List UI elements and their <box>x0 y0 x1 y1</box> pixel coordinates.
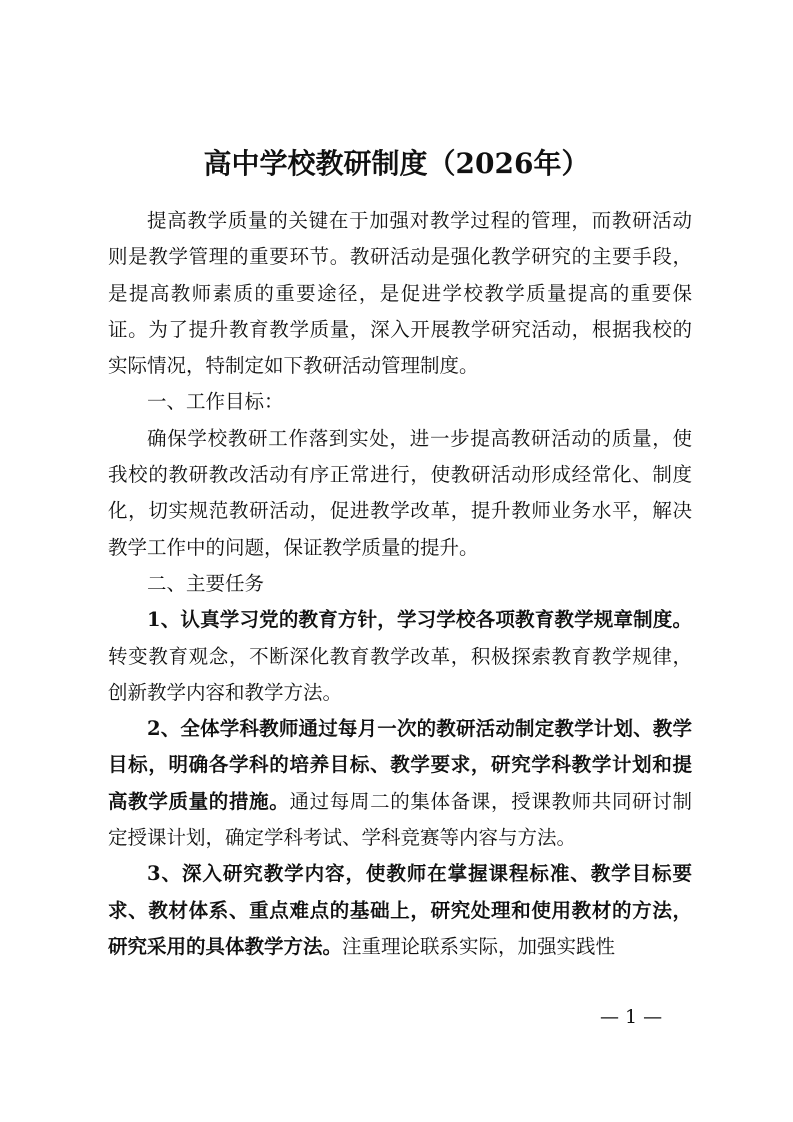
section-heading-tasks: 二、主要任务 <box>147 571 265 595</box>
intro-paragraph: 提高教学质量的关键在于加强对教学过程的管理，而教研活动则是教学管理的重要环节。教研活动是强化教学研究的主要手段，是提高教师素质的重要途径，是促进学校教学质量提高的重要保证。为了提升教育教学质量，深入开展教学研究活动，根据我校的实际情况，特制定如下教研活动管理制度。 <box>108 209 692 378</box>
task-item-3-bold: 3、深入研究教学内容，使教师在掌握课程标准、教学目标要求、教材体系、重点难点的基础上，研究处理和使用教材的方法，研究采用的具体教学方法。 <box>108 862 692 958</box>
document-body <box>108 203 692 965</box>
task-item-1 <box>108 602 692 711</box>
task-item-1-text: 转变教育观念，不断深化教育教学改革，积极探索教育教学规律，创新教学内容和教学方法。 <box>108 644 692 704</box>
section-heading-goals: 一、工作目标： <box>147 390 284 414</box>
task-item-2-text: 通过每周二的集体备课，授课教师共同研讨制定授课计划，确定学科考试、学科竞赛等内容与方法。 <box>108 789 692 850</box>
task-item-2 <box>108 711 692 856</box>
task-item-3-text: 注重理论联系实际，加强实践性 <box>342 934 616 958</box>
task-item-3 <box>108 856 692 965</box>
page-title: 高中学校教研制度（2026年） <box>203 147 590 180</box>
page-number: — 1 — <box>600 1006 663 1028</box>
task-item-1-bold: 1、认真学习党的教育方针，学习学校各项教育教学规章制度。 <box>147 608 692 632</box>
task-item-2-bold: 2、全体学科教师通过每月一次的教研活动制定教学计划、教学目标，明确各学科的培养目标、教学要求，研究学科教学计划和提高教学质量的措施。 <box>108 717 692 813</box>
goals-paragraph: 确保学校教研工作落到实处，进一步提高教研活动的质量，使我校的教研教改活动有序正常进行，使教研活动形成经常化、制度化，切实规范教研活动，促进教学改革，提升教师业务水平，解决教学工作中的问题，保证教学质量的提升。 <box>108 426 692 559</box>
